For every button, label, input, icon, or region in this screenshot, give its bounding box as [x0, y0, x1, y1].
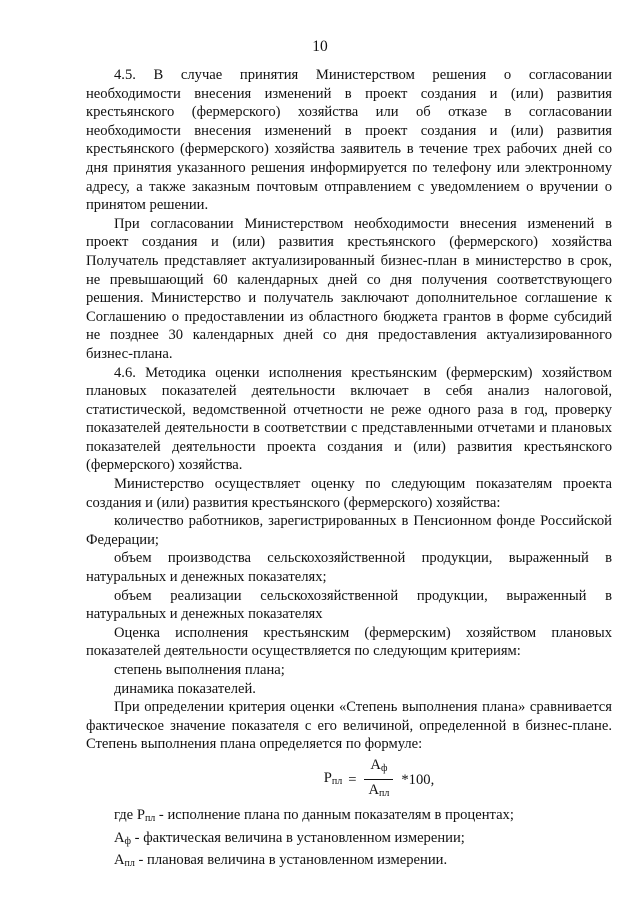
document-body: [86, 66, 612, 874]
indicator-workers: количество работников, зарегистрированных в Пенсионном фонде Российской Федерации;: [86, 513, 612, 548]
formula-lhs: $P_{пл}$: [323, 769, 343, 787]
paragraph-formula-intro: При определении критерия оценки «Степень выполнения плана» сравнивается фактическое значение показателя с его величиной, определенной в бизнес-плане. Степень выполнения плана определяется по формуле:: [86, 699, 612, 753]
paragraph-indicators-intro: Министерство осуществляет оценку по следующим показателям проекта создания и (или) развития крестьянского (фермерского) хозяйства:: [86, 476, 612, 511]
legend-actual-value: $А_ф$ - фактическая величина в установленном измерении;: [114, 829, 465, 847]
paragraph-4-6: 4.6. Методика оценки исполнения крестьянским (фермерским) хозяйством плановых показателей деятельности включает в себя анализ налоговой, статистической, ведомственной отчетности не реже одного раза в год, проверку показателей деятельности в соответствии с представленными отчетами и плановых показателей деятельности проекта создания и (или) развития крестьянского (фермерского) хозяйства.: [86, 364, 612, 474]
criterion-dynamics: динамика показателей.: [114, 680, 256, 697]
formula-equals: =: [348, 771, 357, 788]
indicator-sales: объем реализации сельскохозяйственной продукции, выраженный в натуральных и денежных показателях: [86, 587, 612, 623]
criterion-plan-fulfillment: степень выполнения плана;: [114, 662, 285, 678]
paragraph-approval: При согласовании Министерством необходимости внесения изменений в проект создания и (или) развития крестьянского (фермерского) хозяйства Получатель представляет актуализированный бизнес-план в министерство в срок, не превышающий 60 календарных дней со дня получения соответствующего решения. Министерство и получатель заключают дополнительное соглашение к Соглашению о предоставлении из областного бюджета грантов в форме субсидий не позднее 30 календарных дней со дня предоставления актуализированного бизнес-плана.: [86, 215, 612, 362]
legend-plan-execution: где $P_{пл}$ - исполнение плана по данным показателям в процентах;: [114, 806, 514, 824]
page-number: 10: [312, 38, 328, 55]
indicator-production: объем производства сельскохозяйственной продукции, выраженный в натуральных и денежных показателях;: [86, 550, 612, 586]
formula-multiplier: *100,: [401, 771, 435, 788]
formula-numerator: $А_ф$: [364, 757, 393, 780]
legend-planned-value: $А_{пл}$ - плановая величина в установленном измерении.: [114, 852, 448, 870]
formula-fraction: [362, 757, 395, 802]
paragraph-criteria-intro: Оценка исполнения крестьянским (фермерским) хозяйством плановых показателей деятельности осуществляется по следующим критериям:: [86, 624, 612, 660]
paragraph-4-5: 4.5. В случае принятия Министерством решения о согласовании необходимости внесения изменений в проект создания и (или) развития крестьянского (фермерского) хозяйства или об отказе в согласовании необходимости внесения изменений в проект создания и (или) развития крестьянского (фермерского) хозяйства заявитель в течение трех рабочих дней со дня принятия указанного решения информируется по телефону или электронному адресу, а также заказным почтовым отправлением с уведомлением о вручении о принятом решении.: [86, 67, 612, 214]
formula-denominator: $А_{пл}$: [368, 782, 390, 800]
plan-formula: [146, 757, 612, 800]
